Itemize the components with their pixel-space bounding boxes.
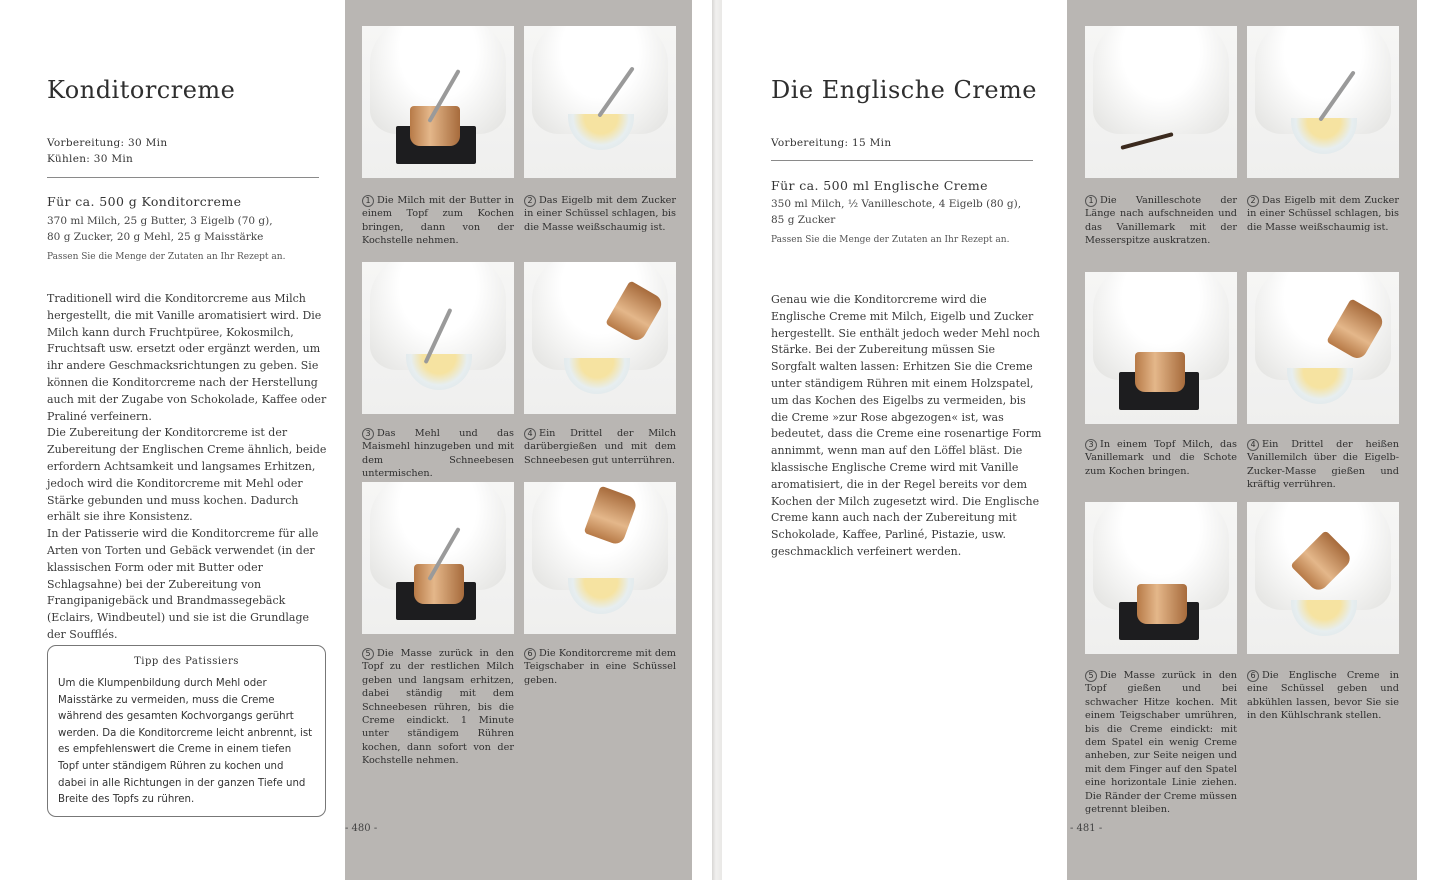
step-number-4: 4 bbox=[524, 428, 536, 440]
divider bbox=[47, 177, 319, 178]
left-page bbox=[0, 0, 712, 880]
step-caption-6 bbox=[524, 647, 676, 687]
step-photo-5 bbox=[362, 482, 514, 634]
prep-time: Vorbereitung: 30 Min bbox=[47, 137, 168, 149]
ingredients-line-1: 370 ml Milch, 25 g Butter, 3 Eigelb (70 g), bbox=[47, 215, 273, 227]
step-text-2: Das Eigelb mit dem Zucker in einer Schüssel schlagen, bis die Masse weißschaumig ist. bbox=[1247, 195, 1399, 233]
step-text-5: Die Masse zurück in den Topf zu der restlichen Milch geben und langsam erhitzen, dabei ständig mit dem Schneebesen rühren, bis die Creme eindickt. 1 Minute unter ständigem Rühren kochen, dann sofort von der Kochstelle nehmen. bbox=[362, 648, 514, 767]
step-number-2: 2 bbox=[1247, 195, 1259, 207]
ingredients-line-2: 85 g Zucker bbox=[771, 214, 836, 226]
ingredients-line-2: 80 g Zucker, 20 g Mehl, 25 g Maisstärke bbox=[47, 231, 264, 243]
step-number-3: 3 bbox=[362, 428, 374, 440]
prep-time: Vorbereitung: 15 Min bbox=[771, 137, 892, 149]
step-photo-2 bbox=[1247, 26, 1399, 178]
step-photo-4 bbox=[1247, 272, 1399, 424]
step-photo-6 bbox=[524, 482, 676, 634]
step-text-4: Ein Drittel der heißen Vanillemilch über die Eigelb-Zucker-Masse gießen und kräftig verrühren. bbox=[1247, 439, 1399, 491]
step-photo-3 bbox=[1085, 272, 1237, 424]
ingredients-heading: Für ca. 500 ml Englische Creme bbox=[771, 178, 988, 193]
intro-text bbox=[771, 292, 1043, 561]
intro-paragraph-2: Die Zubereitung der Konditorcreme ist der Zubereitung der Englischen Creme ähnlich, beide erfordern Achtsamkeit und langsames Erhitzen, jedoch wird die Konditorcreme mit Mehl oder Stärke gebunden und muss kochen. Dadurch erhält sie ihre Konsistenz. bbox=[47, 426, 327, 524]
step-number-1: 1 bbox=[1085, 195, 1097, 207]
step-photo-6 bbox=[1247, 502, 1399, 654]
ingredients-note: Passen Sie die Menge der Zutaten an Ihr Rezept an. bbox=[771, 235, 1010, 245]
intro-paragraph-1: Genau wie die Konditorcreme wird die Englische Creme mit Milch, Eigelb und Zucker hergestellt. Sie enthält jedoch weder Mehl noch Stärke. Bei der Zubereitung müssen Sie Sorgfalt walten lassen: Erhitzen Sie die Creme unter ständigem Rühren mit einem Holzspatel, um das Kochen des Eigelbs zu vermeiden, bis die Creme »zur Rose abgezogen« ist, was bedeutet, dass die Creme eine rosenartige Form annimmt, wenn man auf den Löffel bläst. Die klassische Englische Creme wird mit Vanille aromatisiert, die in der Regel bereits vor dem Kochen der Milch zugesetzt wird. Die Englische Creme kann auch nach der Zubereitung mit Schokolade, Kaffee, Parliné, Pistazie, usw. geschmacklich verfeinert werden. bbox=[771, 293, 1042, 558]
ingredients-heading: Für ca. 500 g Konditorcreme bbox=[47, 194, 242, 209]
steps-panel bbox=[345, 0, 692, 880]
ingredients-line-1: 350 ml Milch, ½ Vanilleschote, 4 Eigelb (80 g), bbox=[771, 198, 1022, 210]
step-text-1: Die Vanilleschote der Länge nach aufschneiden und das Vanillemark mit der Messerspitze auskratzen. bbox=[1085, 195, 1237, 247]
step-photo-5 bbox=[1085, 502, 1237, 654]
step-caption-4 bbox=[1247, 438, 1399, 492]
step-photo-2 bbox=[524, 26, 676, 178]
step-caption-2 bbox=[1247, 194, 1399, 234]
recipe-title: Konditorcreme bbox=[47, 76, 236, 104]
step-text-1: Die Milch mit der Butter in einem Topf zum Kochen bringen, dann von der Kochstelle nehmen. bbox=[362, 195, 514, 247]
step-photo-3 bbox=[362, 262, 514, 414]
step-text-3: In einem Topf Milch, das Vanillemark und die Schote zum Kochen bringen. bbox=[1085, 439, 1237, 477]
step-number-5: 5 bbox=[362, 648, 374, 660]
book-gutter bbox=[712, 0, 722, 880]
step-caption-1 bbox=[1085, 194, 1237, 248]
tip-text: Um die Klumpenbildung durch Mehl oder Maisstärke zu vermeiden, muss die Creme während des gesamten Kochvorgangs gerührt werden. Da die Konditorcreme leicht anbrennt, ist es empfehlenswert die Creme in einem tiefen Topf unter ständigem Rühren zu kochen und dabei in alle Richtungen in der ganzen Tiefe und Breite des Topfs zu rühren. bbox=[58, 678, 313, 806]
step-text-2: Das Eigelb mit dem Zucker in einer Schüssel schlagen, bis die Masse weißschaumig ist. bbox=[524, 195, 676, 233]
step-text-5: Die Masse zurück in den Topf gießen und bei schwacher Hitze kochen. Mit einem Teigschaber umrühren, bis die Creme eindickt: mit dem Spatel ein wenig Creme anheben, zur Seite neigen und mit dem Finger auf den Spatel eine horizontale Linie ziehen. Die Ränder der Creme müssen getrennt bleiben. bbox=[1085, 670, 1237, 816]
step-caption-6 bbox=[1247, 669, 1399, 723]
steps-panel bbox=[1067, 0, 1417, 880]
right-page bbox=[722, 0, 1445, 880]
step-text-6: Die Konditorcreme mit dem Teigschaber in eine Schüssel geben. bbox=[524, 648, 676, 686]
step-number-6: 6 bbox=[524, 648, 536, 660]
step-caption-3 bbox=[1085, 438, 1237, 478]
divider bbox=[771, 160, 1033, 161]
ingredients-note: Passen Sie die Menge der Zutaten an Ihr Rezept an. bbox=[47, 252, 286, 262]
page-number: - 480 - bbox=[345, 823, 378, 834]
page-number: - 481 - bbox=[1070, 823, 1103, 834]
step-caption-4 bbox=[524, 427, 676, 467]
step-number-1: 1 bbox=[362, 195, 374, 207]
step-text-6: Die Englische Creme in eine Schüssel geben und abkühlen lassen, bevor Sie sie in den Kühlschrank stellen. bbox=[1247, 670, 1399, 722]
intro-paragraph-3: In der Patisserie wird die Konditorcreme für alle Arten von Torten und Gebäck verwendet (in der klassischen Form oder mit Butter oder Schlagsahne) bei der Zubereitung von Frangipanigebäck und Brandmassegebäck (Eclairs, Windbeutel) und sie ist die Grundlage der Soufflés. bbox=[47, 527, 319, 641]
step-caption-5 bbox=[362, 647, 514, 768]
step-photo-4 bbox=[524, 262, 676, 414]
step-caption-3 bbox=[362, 427, 514, 481]
step-photo-1 bbox=[362, 26, 514, 178]
step-number-4: 4 bbox=[1247, 439, 1259, 451]
tip-box bbox=[47, 645, 326, 817]
intro-paragraph-1: Traditionell wird die Konditorcreme aus Milch hergestellt, die mit Vanille aromatisiert wird. Die Milch kann durch Fruchtpüree, Kokosmilch, Fruchtsaft usw. ersetzt oder ergänzt werden, um ihr andere Geschmacksrichtungen zu geben. Sie können die Konditorcreme nach der Herstellung auch mit der Zugabe von Schokolade, Kaffee oder Praliné verfeinern. bbox=[47, 292, 327, 423]
intro-text bbox=[47, 291, 327, 644]
step-text-4: Ein Drittel der Milch darübergießen und mit dem Schneebesen gut unterrühren. bbox=[524, 428, 676, 466]
recipe-title: Die Englische Creme bbox=[771, 76, 1037, 104]
step-number-6: 6 bbox=[1247, 670, 1259, 682]
step-number-5: 5 bbox=[1085, 670, 1097, 682]
step-number-2: 2 bbox=[524, 195, 536, 207]
step-photo-1 bbox=[1085, 26, 1237, 178]
step-number-3: 3 bbox=[1085, 439, 1097, 451]
step-text-3: Das Mehl und das Maismehl hinzugeben und mit dem Schneebesen untermischen. bbox=[362, 428, 514, 480]
step-caption-5 bbox=[1085, 669, 1237, 816]
step-caption-2 bbox=[524, 194, 676, 234]
step-caption-1 bbox=[362, 194, 514, 248]
tip-title: Tipp des Patissiers bbox=[134, 656, 239, 667]
cool-time: Kühlen: 30 Min bbox=[47, 153, 134, 165]
